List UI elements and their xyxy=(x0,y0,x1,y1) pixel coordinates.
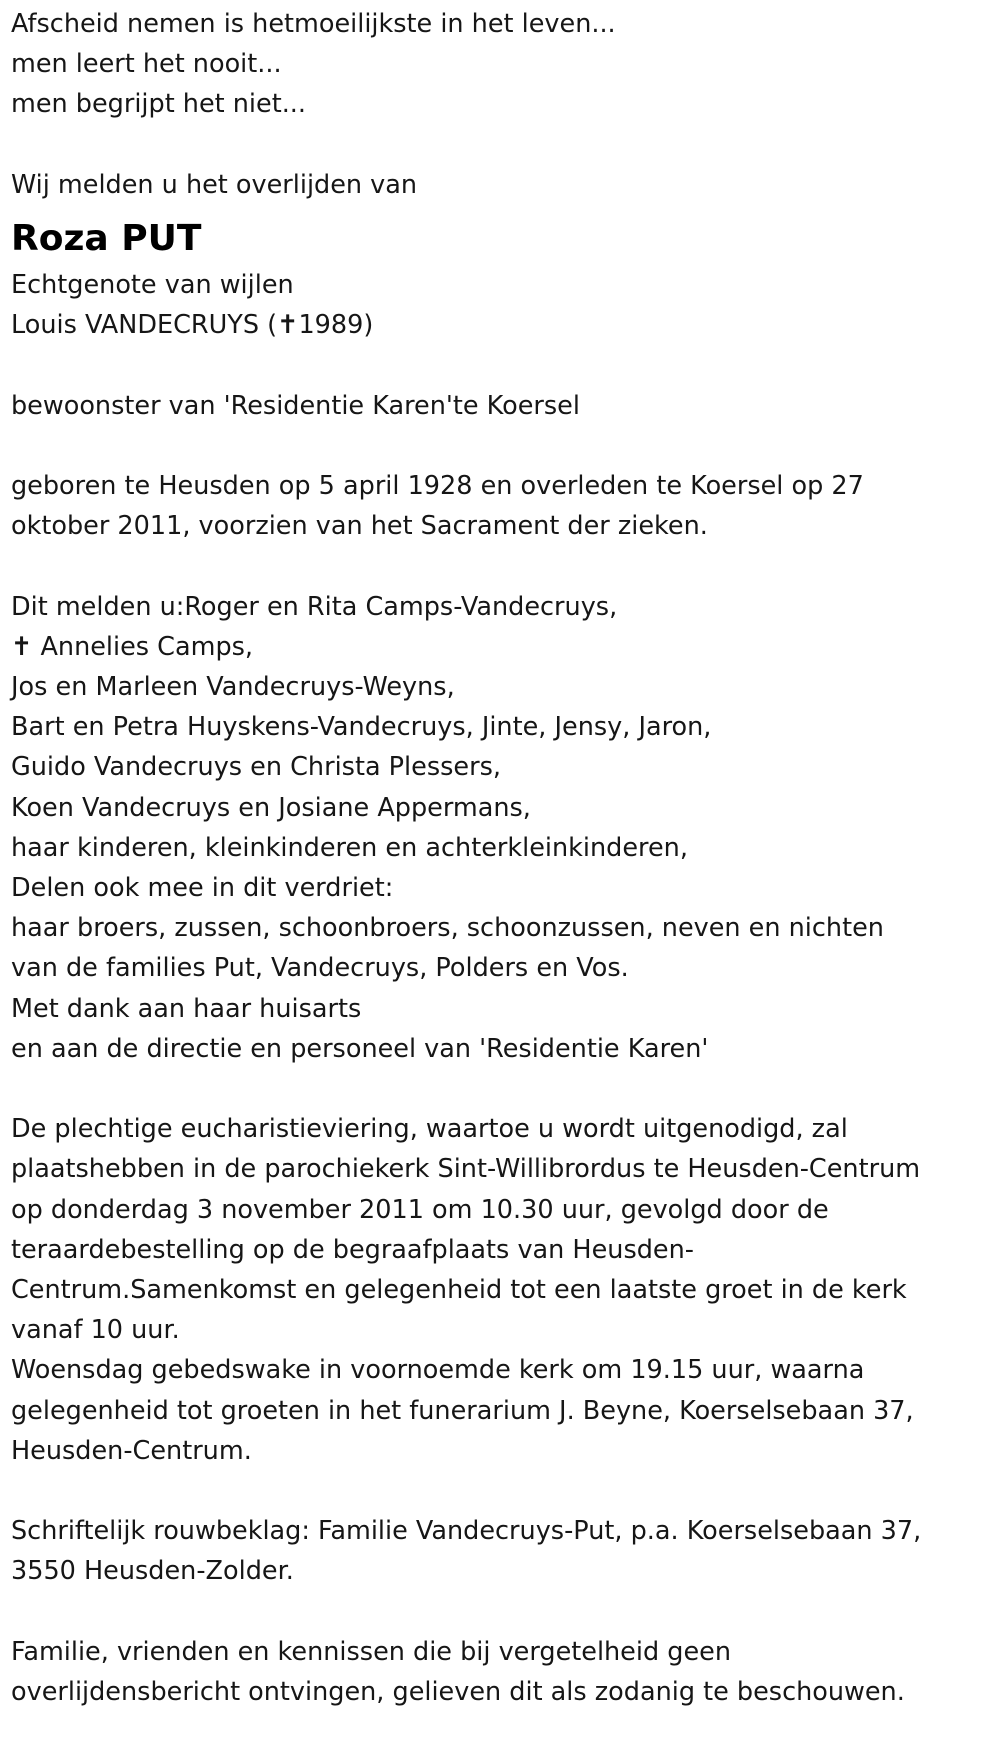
family-line: Delen ook mee in dit verdriet: xyxy=(11,873,394,903)
ceremony-line: De plechtige eucharistieviering, waartoe u wordt uitgenodigd, zal xyxy=(11,1114,848,1145)
family-line: Met dank aan haar huisarts xyxy=(11,993,362,1024)
residence: bewoonster van 'Residentie Karen'te Koersel xyxy=(11,390,580,421)
condolence-line: 3550 Heusden-Zolder. xyxy=(11,1556,294,1587)
condolence-line: Schriftelijk rouwbeklag: Familie Vandecruys-Put, p.a. Koerselsebaan 37, xyxy=(11,1516,922,1547)
family-line: Bart en Petra Huyskens-Vandecruys, Jinte, Jensy, Jaron, xyxy=(11,712,712,743)
ceremony-line: vanaf 10 uur. xyxy=(11,1315,180,1346)
intro-verse xyxy=(11,4,996,125)
ceremony-info xyxy=(11,1109,996,1471)
ceremony-line: teraardebestelling op de begraafplaats van Heusden- xyxy=(11,1234,694,1265)
spouse-line: Louis VANDECRUYS (✝1989) xyxy=(11,310,374,341)
obituary-notice xyxy=(11,4,996,1712)
family-line: Koen Vandecruys en Josiane Appermans, xyxy=(11,792,531,823)
family-line: Dit melden u:Roger en Rita Camps-Vandecruys, xyxy=(11,591,618,622)
spouse-line: Echtgenote van wijlen xyxy=(11,270,294,300)
family-line: ✝ Annelies Camps, xyxy=(11,631,254,662)
ceremony-line: Heusden-Centrum. xyxy=(11,1435,252,1466)
birth-death-info xyxy=(11,466,996,546)
announcement: Wij melden u het overlijden van xyxy=(11,169,418,200)
spouse-info xyxy=(11,265,996,345)
ceremony-line: gelegenheid tot groeten in het funerarium J. Beyne, Koerselsebaan 37, xyxy=(11,1395,914,1426)
birth-line: geboren te Heusden op 5 april 1928 en overleden te Koersel op 27 xyxy=(11,470,864,501)
family-list xyxy=(11,587,996,1069)
closing-note xyxy=(11,1632,996,1712)
family-line: Guido Vandecruys en Christa Plessers, xyxy=(11,752,501,783)
family-line: haar broers, zussen, schoonbroers, schoonzussen, neven en nichten xyxy=(11,913,884,944)
ceremony-line: plaatshebben in de parochiekerk Sint-Willibrordus te Heusden-Centrum xyxy=(11,1154,921,1185)
intro-line: men begrijpt het niet... xyxy=(11,89,307,120)
ceremony-line: op donderdag 3 november 2011 om 10.30 uur, gevolgd door de xyxy=(11,1194,829,1225)
ceremony-line: Centrum.Samenkomst en gelegenheid tot een laatste groet in de kerk xyxy=(11,1275,907,1306)
closing-line: overlijdensbericht ontvingen, gelieven dit als zodanig te beschouwen. xyxy=(11,1677,905,1708)
deceased-name: Roza PUT xyxy=(11,218,202,259)
closing-line: Familie, vrienden en kennissen die bij vergetelheid geen xyxy=(11,1636,731,1667)
intro-line: men leert het nooit... xyxy=(11,49,282,80)
birth-line: oktober 2011, voorzien van het Sacrament der zieken. xyxy=(11,511,708,542)
intro-line: Afscheid nemen is hetmoeilijkste in het leven... xyxy=(11,9,616,39)
family-line: haar kinderen, kleinkinderen en achterkleinkinderen, xyxy=(11,832,688,863)
ceremony-line: Woensdag gebedswake in voornoemde kerk om 19.15 uur, waarna xyxy=(11,1355,865,1386)
family-line: Jos en Marleen Vandecruys-Weyns, xyxy=(11,671,455,702)
condolence-address xyxy=(11,1511,996,1591)
family-line: van de families Put, Vandecruys, Polders en Vos. xyxy=(11,953,629,984)
family-line: en aan de directie en personeel van 'Residentie Karen' xyxy=(11,1033,709,1064)
